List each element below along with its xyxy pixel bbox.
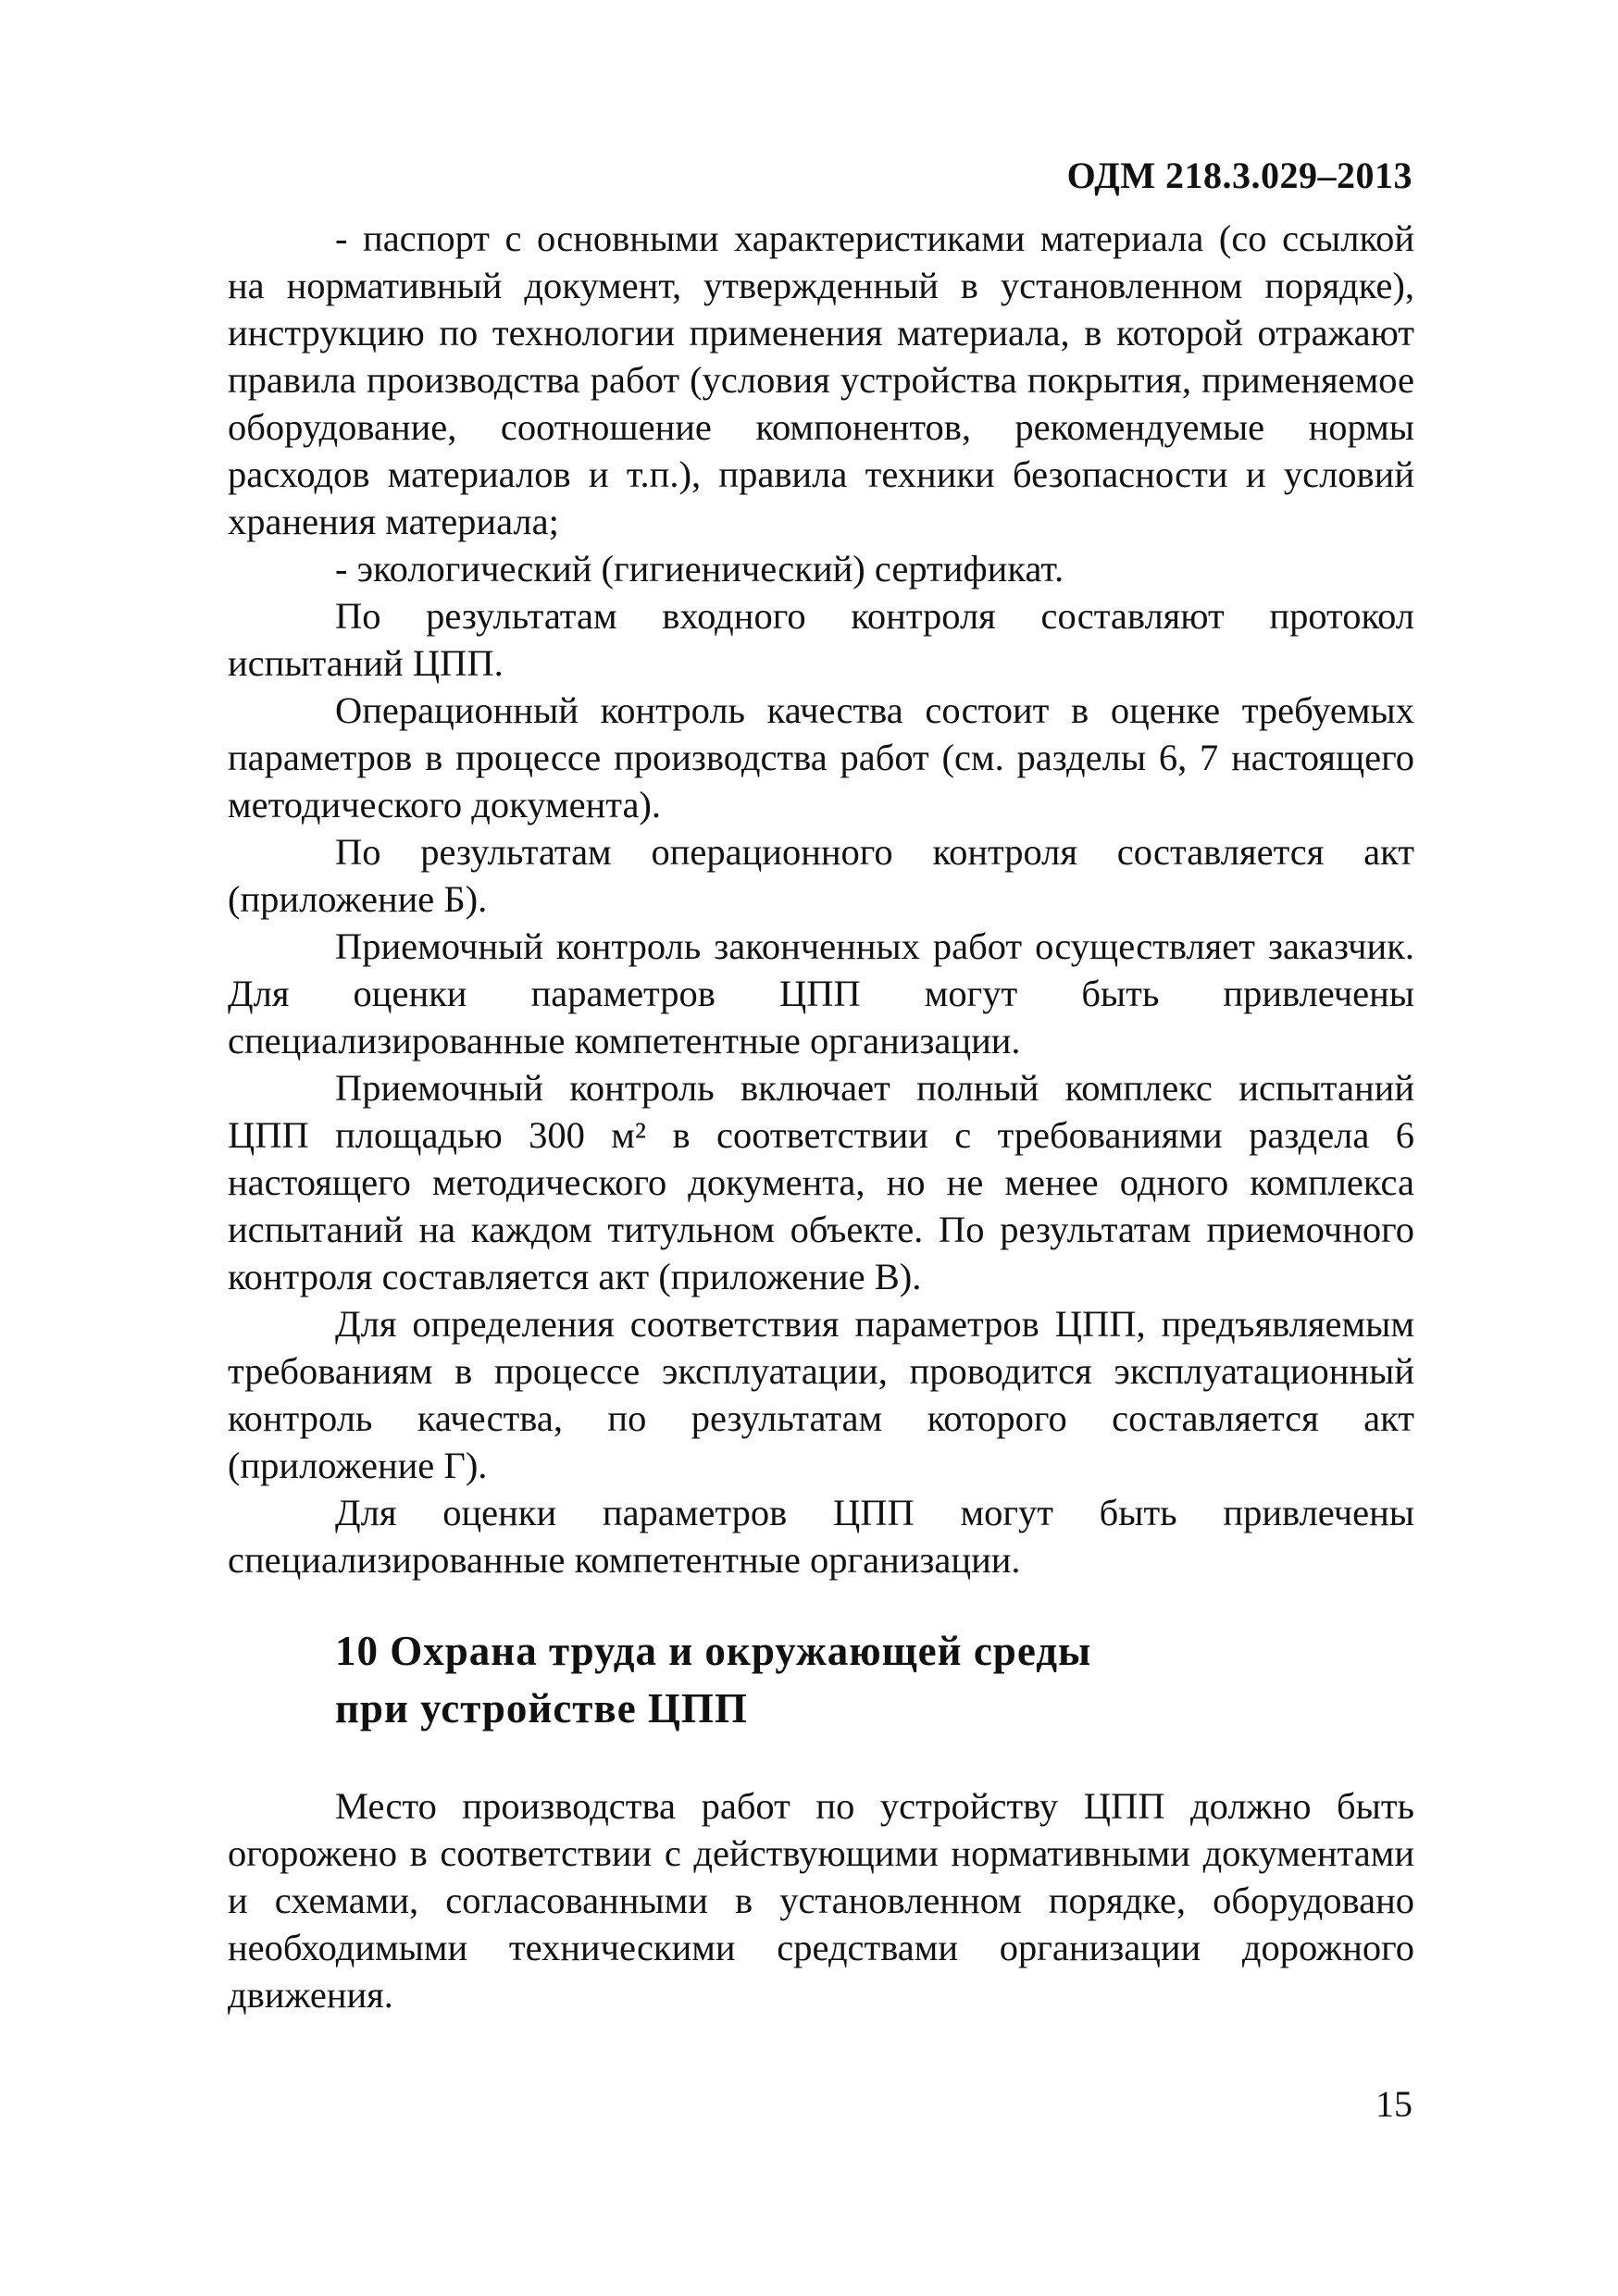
- paragraph-input-control: По результатам входного контроля составляют протокол испытаний ЦПП.: [228, 595, 1414, 684]
- paragraph-operation-control: Для определения соответствия параметров ЦПП, предъявляемым требованиям в процессе эксплуатации, проводится эксплуатационный контроль качества, по результатам которого составляется акт (приложение Г).: [228, 1303, 1414, 1486]
- section-heading-line-1: 10 Охрана труда и окружающей среды: [335, 1628, 1092, 1674]
- document-code: ОДМ 218.3.029–2013: [1066, 155, 1413, 196]
- paragraph-acceptance-scope: Приемочный контроль включает полный комплекс испытаний ЦПП площадью 300 м² в соответствии с требованиями раздела 6 настоящего методического документа, но не менее одного комплекса испытаний на каждом титульном объекте. По результатам приемочного контроля составляется акт (приложение В).: [228, 1067, 1414, 1297]
- paragraph-operational-act: По результатам операционного контроля составляется акт (приложение Б).: [228, 831, 1414, 920]
- paragraph-acceptance-control: Приемочный контроль законченных работ осуществляет заказчик. Для оценки параметров ЦПП могут быть привлечены специализированные компетентные организации.: [228, 925, 1414, 1061]
- paragraph-organizations: Для оценки параметров ЦПП могут быть привлечены специализированные компетентные организации.: [228, 1492, 1414, 1581]
- paragraph-passport: - паспорт с основными характеристиками материала (со ссылкой на нормативный документ, утвержденный в установленном порядке), инструкцию по технологии применения материала, в которой отражают правила производства работ (условия устройства покрытия, применяемое оборудование, соотношение компонентов, рекомендуемые нормы расходов материалов и т.п.), правила техники безопасности и условий хранения материала;: [228, 217, 1414, 542]
- paragraph-operational-control: Операционный контроль качества состоит в оценке требуемых параметров в процессе производства работ (см. разделы 6, 7 настоящего методического документа).: [228, 689, 1414, 825]
- section-heading: [335, 1622, 1091, 1737]
- paragraph-certificate: - экологический (гигиенический) сертификат.: [335, 548, 1064, 590]
- section-body: [228, 1782, 1414, 2018]
- page-number: 15: [1375, 2083, 1413, 2125]
- body-text-block: [228, 215, 1414, 1583]
- paragraph-work-site: Место производства работ по устройству ЦПП должно быть огорожено в соответствии с действующими нормативными документами и схемами, согласованными в установленном порядке, оборудовано необходимыми техническими средствами организации дорожного движения.: [228, 1785, 1414, 2016]
- section-heading-line-2: при устройстве ЦПП: [335, 1685, 748, 1731]
